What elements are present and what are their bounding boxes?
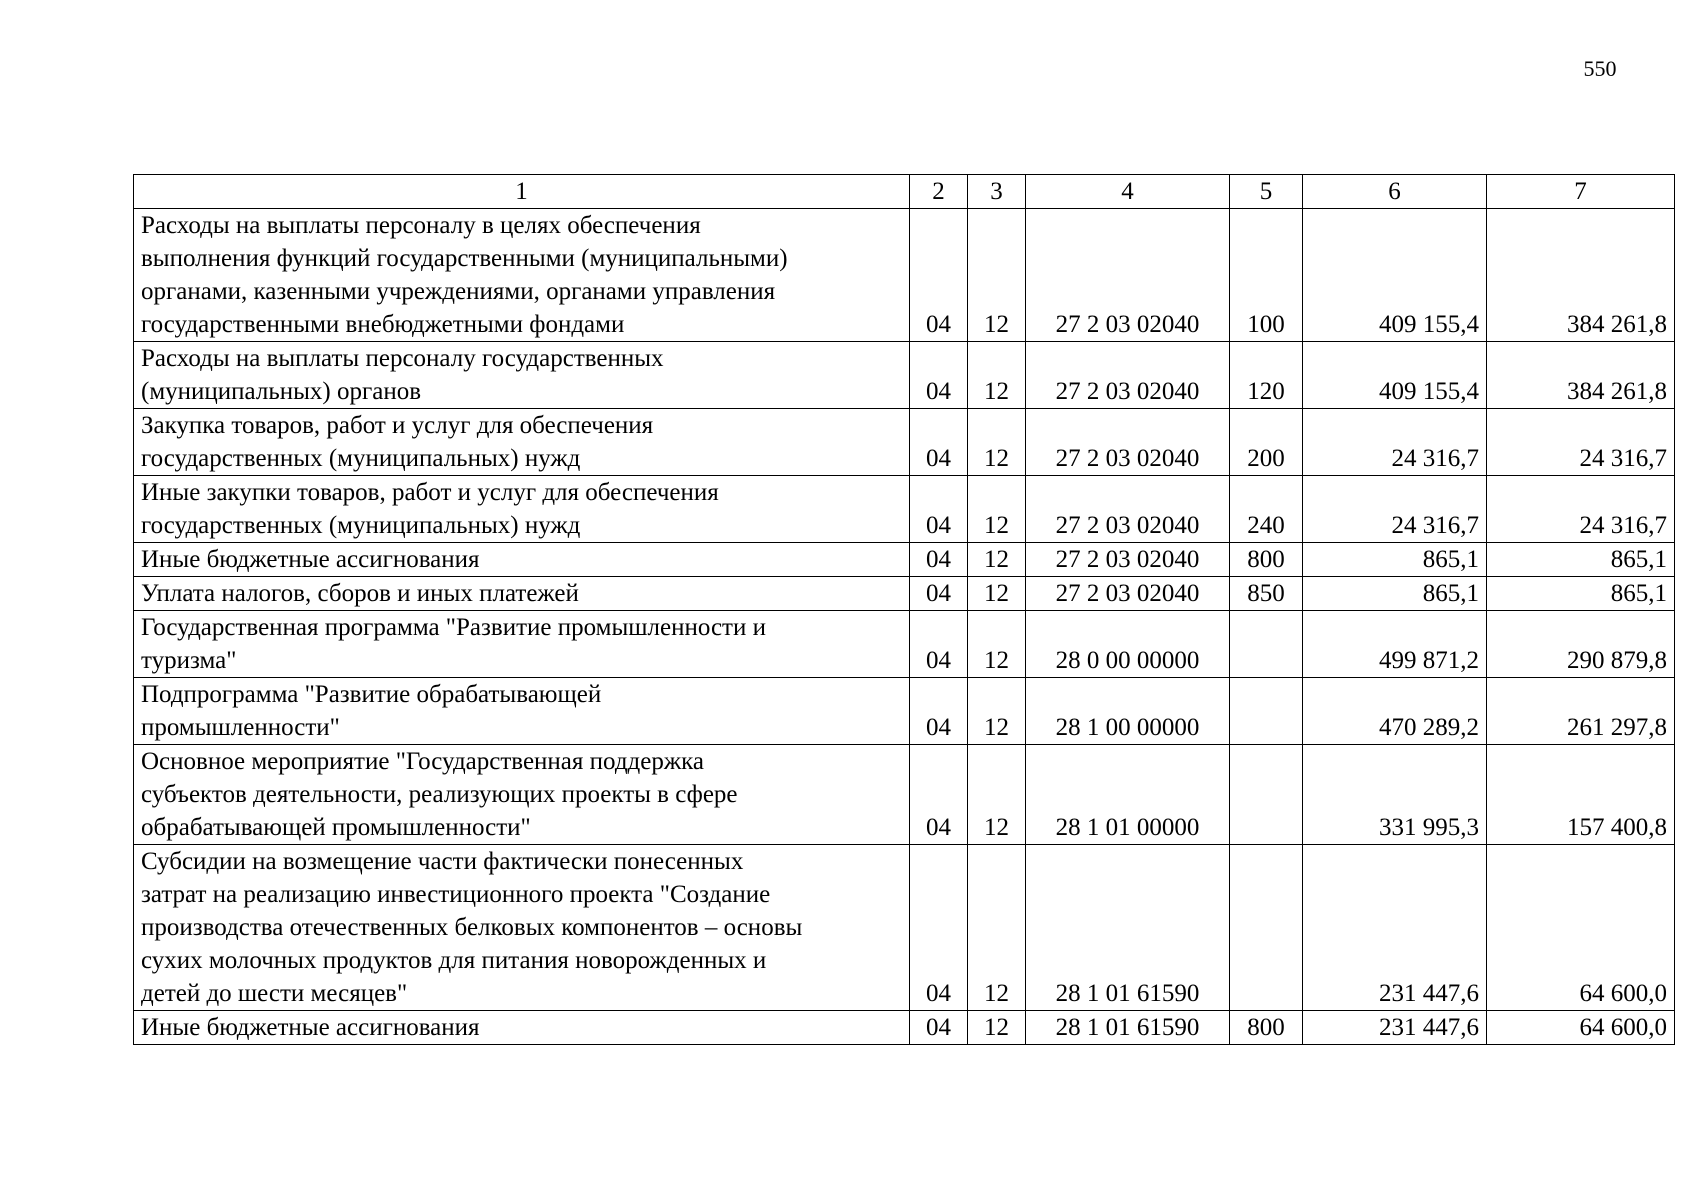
- description-line: Иные бюджетные ассигнования: [141, 546, 480, 573]
- header-col-5: 5: [1230, 175, 1303, 209]
- description-line: Государственная программа "Развитие промышленности и: [141, 614, 766, 641]
- section-code: 04: [910, 409, 968, 476]
- table-row: [134, 611, 1675, 678]
- description-lines: [141, 745, 902, 844]
- row-description: [134, 1011, 910, 1045]
- description-line: туризма": [141, 647, 237, 674]
- amount-col-6: 865,1: [1303, 577, 1487, 611]
- amount-col-7: 384 261,8: [1487, 342, 1675, 409]
- description-line: Подпрограмма "Развитие обрабатывающей: [141, 681, 602, 708]
- section-code: 04: [910, 476, 968, 543]
- header-col-2: 2: [910, 175, 968, 209]
- subsection-code: 12: [968, 1011, 1026, 1045]
- amount-col-7: 24 316,7: [1487, 409, 1675, 476]
- target-article-code: 27 2 03 02040: [1026, 476, 1230, 543]
- description-line: обрабатывающей промышленности": [141, 814, 531, 841]
- table-row: [134, 745, 1675, 845]
- expense-type-code: [1230, 845, 1303, 1011]
- description-line: государственными внебюджетными фондами: [141, 311, 625, 338]
- section-code: 04: [910, 745, 968, 845]
- amount-col-7: 290 879,8: [1487, 611, 1675, 678]
- amount-col-6: 231 447,6: [1303, 845, 1487, 1011]
- description-lines: [141, 476, 902, 542]
- description-line: Иные закупки товаров, работ и услуг для обеспечения: [141, 479, 719, 506]
- amount-col-6: 409 155,4: [1303, 342, 1487, 409]
- budget-table: [133, 174, 1675, 1045]
- table-body: [134, 209, 1675, 1045]
- section-code: 04: [910, 342, 968, 409]
- description-line: затрат на реализацию инвестиционного проекта "Создание: [141, 881, 771, 908]
- description-lines: [141, 1011, 902, 1044]
- table-row: [134, 678, 1675, 745]
- expense-type-code: 240: [1230, 476, 1303, 543]
- target-article-code: 27 2 03 02040: [1026, 543, 1230, 577]
- amount-col-7: 64 600,0: [1487, 1011, 1675, 1045]
- expense-type-code: 800: [1230, 543, 1303, 577]
- description-lines: [141, 678, 902, 744]
- description-lines: [141, 845, 902, 1010]
- description-line: выполнения функций государственными (муниципальными): [141, 245, 788, 272]
- target-article-code: 28 1 00 00000: [1026, 678, 1230, 745]
- subsection-code: 12: [968, 577, 1026, 611]
- amount-col-6: 409 155,4: [1303, 209, 1487, 342]
- target-article-code: 28 1 01 61590: [1026, 1011, 1230, 1045]
- expense-type-code: 200: [1230, 409, 1303, 476]
- description-line: детей до шести месяцев": [141, 980, 408, 1007]
- header-col-1: 1: [134, 175, 910, 209]
- description-line: государственных (муниципальных) нужд: [141, 512, 581, 539]
- amount-col-6: 470 289,2: [1303, 678, 1487, 745]
- amount-col-6: 24 316,7: [1303, 409, 1487, 476]
- amount-col-7: 261 297,8: [1487, 678, 1675, 745]
- table-row: [134, 476, 1675, 543]
- target-article-code: 27 2 03 02040: [1026, 577, 1230, 611]
- subsection-code: 12: [968, 543, 1026, 577]
- amount-col-6: 865,1: [1303, 543, 1487, 577]
- section-code: 04: [910, 611, 968, 678]
- target-article-code: 27 2 03 02040: [1026, 342, 1230, 409]
- section-code: 04: [910, 209, 968, 342]
- row-description: [134, 577, 910, 611]
- row-description: [134, 543, 910, 577]
- table-row: [134, 543, 1675, 577]
- expense-type-code: 800: [1230, 1011, 1303, 1045]
- description-line: органами, казенными учреждениями, органами управления: [141, 278, 776, 305]
- row-description: [134, 342, 910, 409]
- amount-col-6: 24 316,7: [1303, 476, 1487, 543]
- description-line: промышленности": [141, 714, 340, 741]
- expense-type-code: 120: [1230, 342, 1303, 409]
- table-row: [134, 342, 1675, 409]
- description-line: Субсидии на возмещение части фактически понесенных: [141, 848, 744, 875]
- page-number: 550: [1583, 56, 1617, 81]
- table-row: [134, 409, 1675, 476]
- amount-col-7: 865,1: [1487, 577, 1675, 611]
- subsection-code: 12: [968, 409, 1026, 476]
- subsection-code: 12: [968, 611, 1026, 678]
- amount-col-6: 331 995,3: [1303, 745, 1487, 845]
- subsection-code: 12: [968, 745, 1026, 845]
- target-article-code: 27 2 03 02040: [1026, 209, 1230, 342]
- description-lines: [141, 209, 902, 341]
- amount-col-7: 24 316,7: [1487, 476, 1675, 543]
- amount-col-6: 231 447,6: [1303, 1011, 1487, 1045]
- amount-col-7: 384 261,8: [1487, 209, 1675, 342]
- table-row: [134, 209, 1675, 342]
- description-line: Иные бюджетные ассигнования: [141, 1014, 480, 1041]
- row-description: [134, 209, 910, 342]
- header-col-7: 7: [1487, 175, 1675, 209]
- section-code: 04: [910, 543, 968, 577]
- description-lines: [141, 543, 902, 576]
- description-line: субъектов деятельности, реализующих проекты в сфере: [141, 781, 738, 808]
- expense-type-code: [1230, 678, 1303, 745]
- header-col-4: 4: [1026, 175, 1230, 209]
- description-line: Уплата налогов, сборов и иных платежей: [141, 580, 579, 607]
- subsection-code: 12: [968, 678, 1026, 745]
- amount-col-7: 865,1: [1487, 543, 1675, 577]
- row-description: [134, 409, 910, 476]
- row-description: [134, 745, 910, 845]
- section-code: 04: [910, 845, 968, 1011]
- expense-type-code: 850: [1230, 577, 1303, 611]
- target-article-code: 28 1 01 00000: [1026, 745, 1230, 845]
- row-description: [134, 611, 910, 678]
- row-description: [134, 476, 910, 543]
- description-lines: [141, 342, 902, 408]
- amount-col-7: 157 400,8: [1487, 745, 1675, 845]
- description-lines: [141, 577, 902, 610]
- header-col-6: 6: [1303, 175, 1487, 209]
- header-col-3: 3: [968, 175, 1026, 209]
- description-line: Основное мероприятие "Государственная поддержка: [141, 748, 704, 775]
- target-article-code: 27 2 03 02040: [1026, 409, 1230, 476]
- subsection-code: 12: [968, 476, 1026, 543]
- amount-col-7: 64 600,0: [1487, 845, 1675, 1011]
- target-article-code: 28 0 00 00000: [1026, 611, 1230, 678]
- description-lines: [141, 409, 902, 475]
- subsection-code: 12: [968, 845, 1026, 1011]
- subsection-code: 12: [968, 209, 1026, 342]
- table-row: [134, 845, 1675, 1011]
- row-description: [134, 845, 910, 1011]
- subsection-code: 12: [968, 342, 1026, 409]
- expense-type-code: [1230, 745, 1303, 845]
- section-code: 04: [910, 1011, 968, 1045]
- description-line: (муниципальных) органов: [141, 378, 422, 405]
- section-code: 04: [910, 577, 968, 611]
- description-line: государственных (муниципальных) нужд: [141, 445, 581, 472]
- description-line: Расходы на выплаты персоналу государственных: [141, 345, 664, 372]
- amount-col-6: 499 871,2: [1303, 611, 1487, 678]
- table-row: [134, 1011, 1675, 1045]
- expense-type-code: [1230, 611, 1303, 678]
- target-article-code: 28 1 01 61590: [1026, 845, 1230, 1011]
- description-lines: [141, 611, 902, 677]
- header-row: [134, 175, 1675, 209]
- row-description: [134, 678, 910, 745]
- table-row: [134, 577, 1675, 611]
- description-line: сухих молочных продуктов для питания новорожденных и: [141, 947, 767, 974]
- section-code: 04: [910, 678, 968, 745]
- description-line: Расходы на выплаты персоналу в целях обеспечения: [141, 212, 701, 239]
- description-line: производства отечественных белковых компонентов – основы: [141, 914, 803, 941]
- expense-type-code: 100: [1230, 209, 1303, 342]
- description-line: Закупка товаров, работ и услуг для обеспечения: [141, 412, 654, 439]
